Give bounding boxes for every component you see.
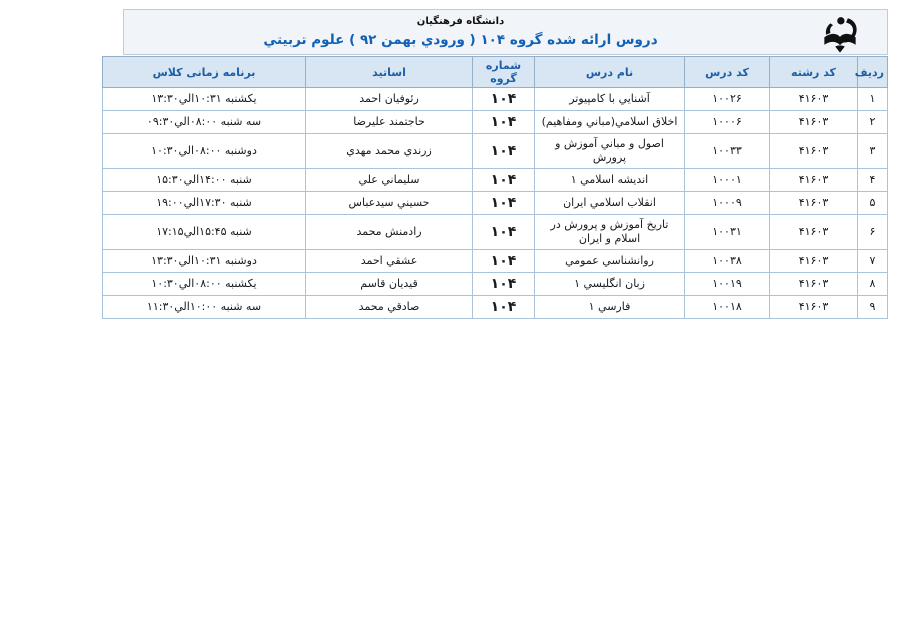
cell-course-name: اخلاق اسلامي(مباني ومفاهيم) [535, 111, 685, 134]
cell-schedule: يكشنبه ۱۰:۳۱الي۱۳:۳۰ [103, 88, 306, 111]
col-header-field-code: کد رشته [770, 57, 858, 88]
cell-professor: رادمنش محمد [306, 215, 473, 250]
cell-group-no: ۱۰۴ [473, 273, 535, 296]
cell-schedule: شنبه ۱۵:۴۵الي۱۷:۱۵ [103, 215, 306, 250]
cell-professor: حسيني سيدعباس [306, 192, 473, 215]
cell-field-code: ۴۱۶۰۳ [770, 215, 858, 250]
cell-course-name: فارسي ۱ [535, 296, 685, 319]
cell-schedule: سه شنبه ۱۰:۰۰الي۱۱:۳۰ [103, 296, 306, 319]
table-header-row [103, 57, 888, 88]
cell-field-code: ۴۱۶۰۳ [770, 134, 858, 169]
cell-group-no: ۱۰۴ [473, 134, 535, 169]
cell-professor: عشقي احمد [306, 250, 473, 273]
university-name: دانشگاه فرهنگيان [416, 16, 505, 27]
report-title: دروس ارائه شده گروه ۱۰۴ ( ورودي بهمن ۹۲ ) علوم تربيتي [263, 32, 658, 48]
table-row [103, 192, 888, 215]
cell-course-name: انديشه اسلامي ۱ [535, 169, 685, 192]
cell-course-code: ۱۰۰۰۹ [685, 192, 770, 215]
cell-row-no: ۷ [858, 250, 888, 273]
col-header-course-name: نام درس [535, 57, 685, 88]
cell-course-name: زبان انگليسي ۱ [535, 273, 685, 296]
cell-professor: رئوفيان احمد [306, 88, 473, 111]
cell-group-no: ۱۰۴ [473, 169, 535, 192]
cell-field-code: ۴۱۶۰۳ [770, 169, 858, 192]
cell-course-code: ۱۰۰۳۸ [685, 250, 770, 273]
cell-row-no: ۵ [858, 192, 888, 215]
cell-field-code: ۴۱۶۰۳ [770, 192, 858, 215]
course-report [103, 9, 888, 319]
cell-course-name: آشنايي با كامپيوتر [535, 88, 685, 111]
cell-course-code: ۱۰۰۰۶ [685, 111, 770, 134]
cell-field-code: ۴۱۶۰۳ [770, 273, 858, 296]
col-header-professors: اساتيد [306, 57, 473, 88]
cell-row-no: ۱ [858, 88, 888, 111]
col-header-group-no: شماره گروه [473, 57, 535, 88]
cell-course-name: انقلاب اسلامي ايران [535, 192, 685, 215]
cell-row-no: ۹ [858, 296, 888, 319]
col-header-course-code: کد درس [685, 57, 770, 88]
university-logo-icon [819, 13, 861, 53]
col-header-row-no: رديف [858, 57, 888, 88]
cell-field-code: ۴۱۶۰۳ [770, 88, 858, 111]
cell-group-no: ۱۰۴ [473, 192, 535, 215]
cell-course-code: ۱۰۰۰۱ [685, 169, 770, 192]
cell-professor: قيديان قاسم [306, 273, 473, 296]
cell-course-name: اصول و مباني آموزش و پرورش [535, 134, 685, 169]
cell-professor: سليماني علي [306, 169, 473, 192]
courses-table [102, 56, 888, 319]
cell-group-no: ۱۰۴ [473, 215, 535, 250]
cell-course-code: ۱۰۰۳۳ [685, 134, 770, 169]
table-row [103, 134, 888, 169]
table-row [103, 111, 888, 134]
cell-course-code: ۱۰۰۱۹ [685, 273, 770, 296]
table-row [103, 88, 888, 111]
cell-group-no: ۱۰۴ [473, 111, 535, 134]
cell-course-name: تاريخ آموزش و پرورش در اسلام و ايران [535, 215, 685, 250]
cell-field-code: ۴۱۶۰۳ [770, 111, 858, 134]
cell-course-code: ۱۰۰۱۸ [685, 296, 770, 319]
cell-row-no: ۶ [858, 215, 888, 250]
cell-row-no: ۸ [858, 273, 888, 296]
cell-schedule: يكشنبه ۰۸:۰۰الي۱۰:۳۰ [103, 273, 306, 296]
cell-row-no: ۴ [858, 169, 888, 192]
cell-field-code: ۴۱۶۰۳ [770, 296, 858, 319]
cell-course-name: روانشناسي عمومي [535, 250, 685, 273]
cell-professor: حاجتمند عليرضا [306, 111, 473, 134]
cell-field-code: ۴۱۶۰۳ [770, 250, 858, 273]
cell-schedule: شنبه ۱۷:۳۰الي۱۹:۰۰ [103, 192, 306, 215]
cell-schedule: دوشنبه ۰۸:۰۰الي۱۰:۳۰ [103, 134, 306, 169]
table-row [103, 250, 888, 273]
cell-course-code: ۱۰۰۳۱ [685, 215, 770, 250]
cell-group-no: ۱۰۴ [473, 296, 535, 319]
report-header [123, 9, 888, 55]
cell-row-no: ۲ [858, 111, 888, 134]
table-row [103, 296, 888, 319]
table-row [103, 273, 888, 296]
cell-professor: صادقي محمد [306, 296, 473, 319]
col-header-schedule: برنامه زمانی کلاس [103, 57, 306, 88]
cell-group-no: ۱۰۴ [473, 250, 535, 273]
cell-course-code: ۱۰۰۲۶ [685, 88, 770, 111]
cell-group-no: ۱۰۴ [473, 88, 535, 111]
table-row [103, 215, 888, 250]
cell-professor: زرندي محمد مهدي [306, 134, 473, 169]
report-header-text [124, 10, 797, 54]
cell-schedule: شنبه ۱۴:۰۰الي۱۵:۳۰ [103, 169, 306, 192]
cell-row-no: ۳ [858, 134, 888, 169]
cell-schedule: دوشنبه ۱۰:۳۱الي۱۳:۳۰ [103, 250, 306, 273]
table-row [103, 169, 888, 192]
cell-schedule: سه شنبه ۰۸:۰۰الي۰۹:۳۰ [103, 111, 306, 134]
